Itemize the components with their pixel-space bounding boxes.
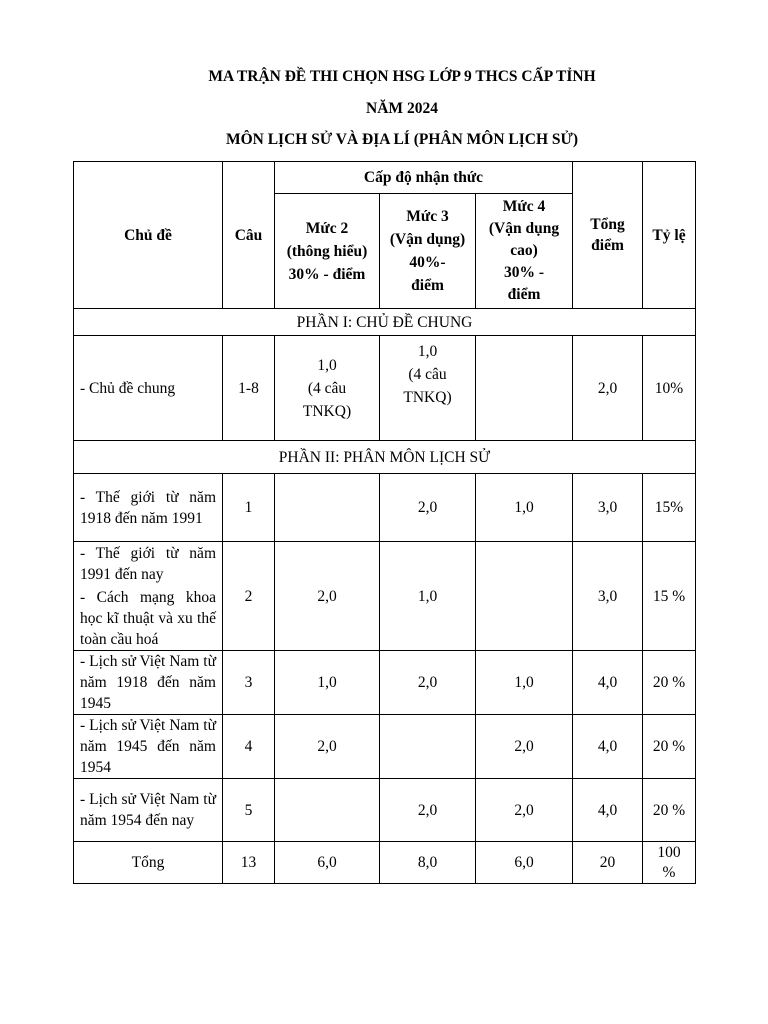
total-label: Tổng [74,842,223,884]
total-row [74,842,696,884]
question-cell: 1 [223,474,275,542]
level-3-cell: 1,0 [380,542,476,651]
total-question-count: 13 [223,842,275,884]
total-ratio: 100 % [643,842,696,884]
topic-cell: - Lịch sử Việt Nam từ năm 1945 đến năm 1954 [74,715,223,779]
question-cell: 2 [223,542,275,651]
total-cell: 2,0 [573,336,643,441]
header-level-4: Mức 4 (Vận dụng cao) 30% - điểm [476,194,573,309]
table-row [74,336,696,441]
total-points: 20 [573,842,643,884]
level-3-cell: 2,0 [380,779,476,842]
document-subject: MÔN LỊCH SỬ VÀ ĐỊA LÍ (PHÂN MÔN LỊCH SỬ) [225,131,579,148]
ratio-cell: 20 % [643,779,696,842]
topic-cell: - Lịch sử Việt Nam từ năm 1918 đến năm 1945 [74,651,223,715]
header-level-3: Mức 3 (Vận dụng) 40%- điểm [380,194,476,309]
total-cell: 4,0 [573,715,643,779]
level-3-cell: 2,0 [380,651,476,715]
header-ratio: Tỷ lệ [643,162,696,309]
level-3-cell: 1,0 (4 câu TNKQ) [380,336,476,441]
level-2-cell: 2,0 [275,542,380,651]
header-level-2: Mức 2 (thông hiểu) 30% - điểm [275,194,380,309]
level-4-cell [476,542,573,651]
section-row [74,441,696,474]
question-cell: 3 [223,651,275,715]
section-heading-2: PHẦN II: PHÂN MÔN LỊCH SỬ [74,441,696,474]
table-row [74,542,696,651]
header-cognitive-level: Cấp độ nhận thức [275,162,573,194]
topic-cell: - Lịch sử Việt Nam từ năm 1954 đến nay [74,779,223,842]
question-cell: 1-8 [223,336,275,441]
table-row [74,651,696,715]
level-4-cell [476,336,573,441]
ratio-cell: 15 % [643,542,696,651]
section-heading-1: PHẦN I: CHỦ ĐỀ CHUNG [74,309,696,336]
question-cell: 4 [223,715,275,779]
topic-cell [74,542,223,651]
level-2-cell [275,779,380,842]
level-2-cell: 1,0 [275,651,380,715]
level-3-cell [380,715,476,779]
header-question: Câu [223,162,275,309]
ratio-cell: 10% [643,336,696,441]
table-row [74,715,696,779]
question-cell: 5 [223,779,275,842]
topic-cell: - Chủ đề chung [74,336,223,441]
total-cell: 4,0 [573,651,643,715]
section-row [74,309,696,336]
level-2-cell [275,474,380,542]
total-cell: 3,0 [573,542,643,651]
level-4-cell: 1,0 [476,651,573,715]
ratio-cell: 20 % [643,715,696,779]
level-3-cell: 2,0 [380,474,476,542]
header-row-1 [74,162,696,194]
total-cell: 3,0 [573,474,643,542]
total-level-4: 6,0 [476,842,573,884]
level-2-cell: 2,0 [275,715,380,779]
level-4-cell: 2,0 [476,779,573,842]
topic-cell: - Thế giới từ năm 1918 đến năm 1991 [74,474,223,542]
table-row [74,474,696,542]
total-cell: 4,0 [573,779,643,842]
level-4-cell: 2,0 [476,715,573,779]
ratio-cell: 20 % [643,651,696,715]
topic-line: - Cách mạng khoa học kĩ thuật và xu thế toàn cầu hoá [80,588,216,648]
document-title: MA TRẬN ĐỀ THI CHỌN HSG LỚP 9 THCS CẤP TỈNH [208,68,596,85]
level-2-cell: 1,0 (4 câu TNKQ) [275,336,380,441]
level-4-cell: 1,0 [476,474,573,542]
total-level-3: 8,0 [380,842,476,884]
ratio-cell: 15% [643,474,696,542]
table-row [74,779,696,842]
topic-line: - Thế giới từ năm 1991 đến nay [80,544,216,583]
document-year: NĂM 2024 [366,100,438,117]
header-topic: Chủ đề [74,162,223,309]
assessment-matrix-table [73,161,696,884]
header-total-points: Tổng điểm [573,162,643,309]
total-level-2: 6,0 [275,842,380,884]
